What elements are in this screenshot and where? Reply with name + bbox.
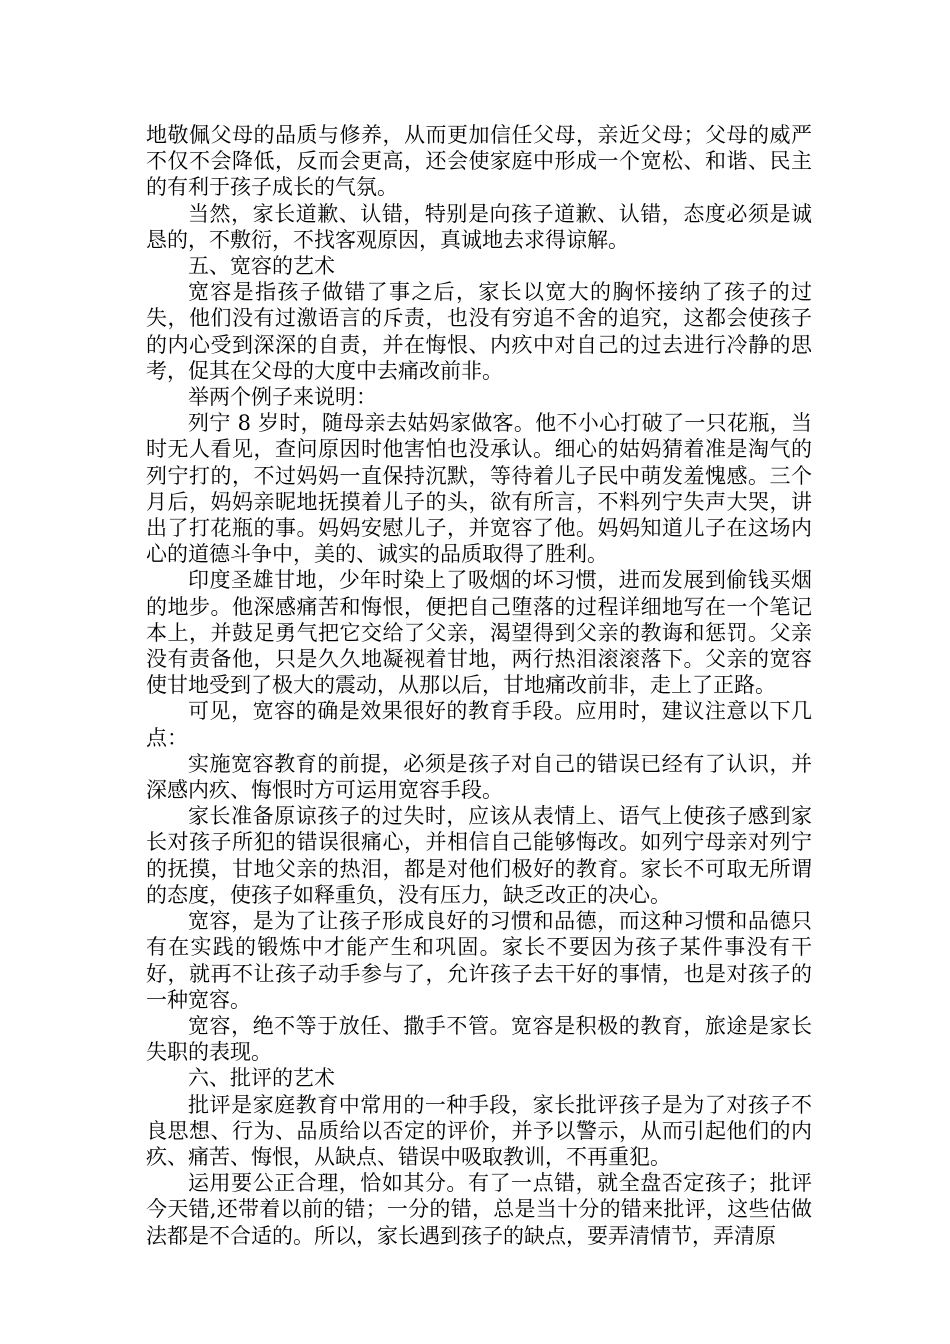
- paragraph: 宽容，绝不等于放任、撒手不管。宽容是积极的教育，旅途是家长失职的表现。: [146, 1013, 812, 1065]
- paragraph-continued: 地敬佩父母的品质与修养，从而更加信任父母，亲近父母；父母的威严不仅不会降低，反而会更高，还会使家庭中形成一个宽松、和谐、民主的有利于孩子成长的气氛。: [146, 123, 812, 200]
- section-heading-criticism: 六、批评的艺术: [188, 1066, 335, 1091]
- paragraph: 当然，家长道歉、认错，特别是向孩子道歉、认错，态度必须是诚恳的，不敷衍，不找客观原因，真诚地去求得谅解。: [146, 201, 812, 252]
- paragraph: 宽容，是为了让孩子形成良好的习惯和品德，而这种习惯和品德只有在实践的锻炼中才能产生和巩固。家长不要因为孩子某件事没有干好，就再不让孩子动手参与了，允许孩子去干好的事情，也是对孩子的一种宽容。: [146, 909, 812, 1012]
- paragraph: 宽容是指孩子做错了事之后，家长以宽大的胸怀接纳了孩子的过失，他们没有过激语言的斥责，也没有穷追不舍的追究，这都会使孩子的内心受到深深的自责，并在悔恨、内疚中对自己的过去进行冷静的思考，促其在父母的大度中去痛改前非。: [146, 280, 812, 383]
- section-heading-tolerance: 五、宽容的艺术: [188, 254, 335, 279]
- paragraph: 运用要公正合理，恰如其分。有了一点错，就全盘否定孩子；批评今天错,还带着以前的错；一分的错，总是当十分的错来批评，这些估做法都是不合适的。所以，家长遇到孩子的缺点，要弄清情节，弄清原: [146, 1171, 812, 1248]
- paragraph: 可见，宽容的确是效果很好的教育手段。应用时，建议注意以下几点：: [146, 699, 812, 750]
- paragraph: 批评是家庭教育中常用的一种手段，家长批评孩子是为了对孩子不良思想、行为、品质给以否定的评价，并予以警示，从而引起他们的内疚、痛苦、悔恨，从缺点、错误中吸取教训，不再重犯。: [146, 1092, 812, 1169]
- paragraph: 家长准备原谅孩子的过失时，应该从表情上、语气上使孩子感到家长对孩子所犯的错误很痛心，并相信自己能够悔改。如列宁母亲对列宁的抚摸，甘地父亲的热泪，都是对他们极好的教育。家长不可取无所谓的态度，使孩子如释重负，没有压力，缺乏改正的决心。: [146, 804, 812, 907]
- paragraph: 举两个例子来说明：: [188, 385, 377, 410]
- paragraph: 印度圣雄甘地，少年时染上了吸烟的坏习惯，进而发展到偷钱买烟的地步。他深感痛苦和悔恨，便把自己堕落的过程详细地写在一个笔记本上，并鼓足勇气把它交给了父亲，渴望得到父亲的教诲和惩罚。父亲没有责备他，只是久久地凝视着甘地，两行热泪滚滚落下。父亲的宽容使甘地受到了极大的震动，从那以后，甘地痛改前非，走上了正路。: [146, 568, 812, 698]
- document-page: [146, 122, 812, 1249]
- paragraph: 列宁 8 岁时，随母亲去姑妈家做客。他不小心打破了一只花瓶，当时无人看见，查问原因时他害怕也没承认。细心的姑妈猜着准是淘气的列宁打的，不过妈妈一直保持沉默，等待着儿子民中萌发羞愧感。三个月后，妈妈亲昵地抚摸着儿子的头，欲有所言，不料列宁失声大哭，讲出了打花瓶的事。妈妈安慰儿子，并宽容了他。妈妈知道儿子在这场内心的道德斗争中，美的、诚实的品质取得了胜利。: [146, 411, 812, 567]
- paragraph: 实施宽容教育的前提，必须是孩子对自己的错误已经有了认识，并深感内疚、悔恨时方可运用宽容手段。: [146, 751, 812, 803]
